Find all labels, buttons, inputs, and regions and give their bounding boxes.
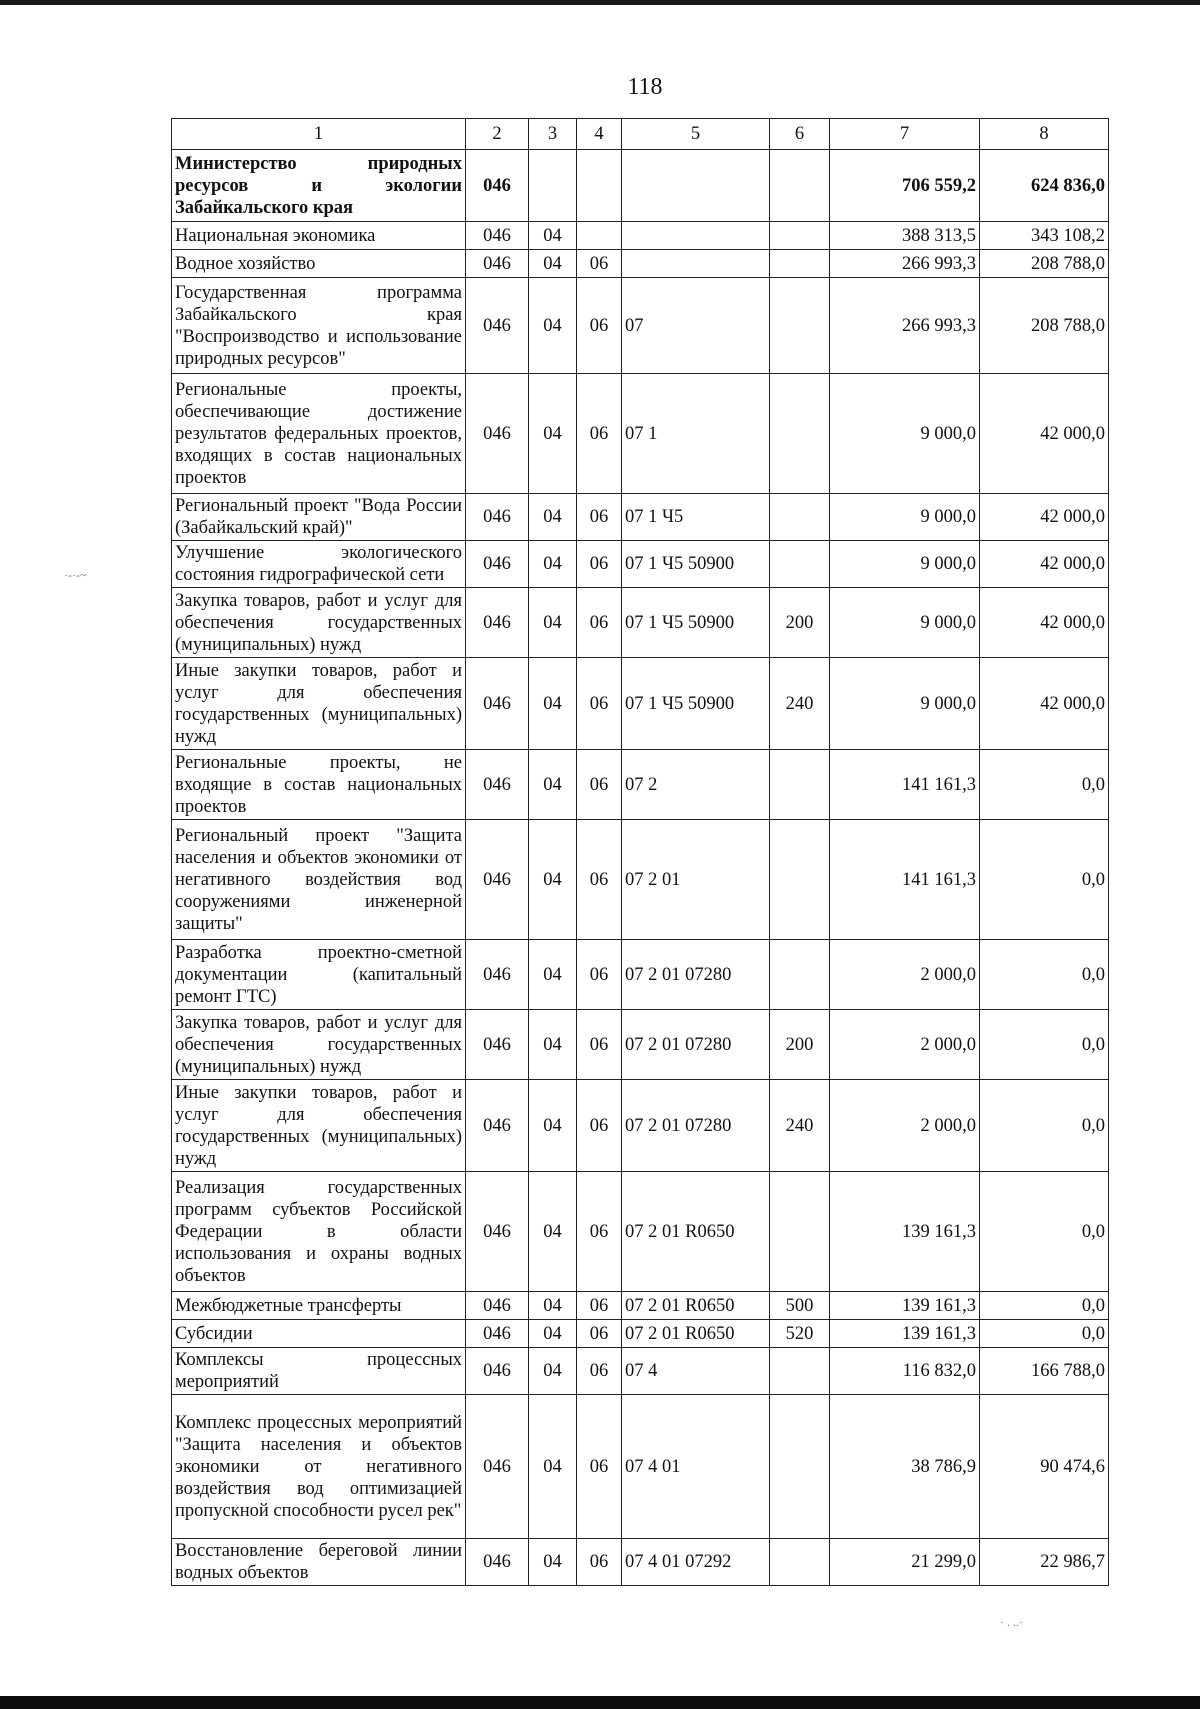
table-row (172, 1010, 1109, 1080)
amount-col8: 166 788,0 (980, 1348, 1109, 1395)
code-expense-type: 500 (770, 1292, 830, 1320)
code-target-article: 07 2 01 R0650 (622, 1172, 770, 1292)
col-header: 6 (770, 119, 830, 150)
row-name: Разработка проектно-сметной документации (капитальный ремонт ГТС) (172, 940, 466, 1010)
amount-col8: 22 986,7 (980, 1539, 1109, 1586)
page-number: 118 (627, 74, 663, 100)
amount-col7: 706 559,2 (830, 150, 980, 222)
code-section: 04 (529, 1348, 577, 1395)
amount-col7: 266 993,3 (830, 278, 980, 374)
code-expense-type (770, 1348, 830, 1395)
code-expense-type (770, 150, 830, 222)
table-row (172, 750, 1109, 820)
code-subsection (577, 222, 622, 250)
row-name: Государственная программа Забайкальского края "Воспроизводство и использование природных ресурсов" (172, 278, 466, 374)
row-name: Закупка товаров, работ и услуг для обеспечения государственных (муниципальных) нужд (172, 1010, 466, 1080)
code-subsection: 06 (577, 1010, 622, 1080)
table-row (172, 940, 1109, 1010)
code-section: 04 (529, 750, 577, 820)
amount-col7: 139 161,3 (830, 1172, 980, 1292)
code-expense-type (770, 374, 830, 494)
row-name: Комплексы процессных мероприятий (172, 1348, 466, 1395)
code-ministry: 046 (466, 278, 529, 374)
code-subsection: 06 (577, 494, 622, 541)
amount-col7: 139 161,3 (830, 1320, 980, 1348)
col-header: 3 (529, 119, 577, 150)
amount-col8: 624 836,0 (980, 150, 1109, 222)
amount-col7: 141 161,3 (830, 750, 980, 820)
amount-col7: 9 000,0 (830, 374, 980, 494)
amount-col8: 0,0 (980, 820, 1109, 940)
code-section: 04 (529, 820, 577, 940)
code-section: 04 (529, 1539, 577, 1586)
code-expense-type (770, 940, 830, 1010)
code-expense-type: 520 (770, 1320, 830, 1348)
code-target-article (622, 222, 770, 250)
code-expense-type: 200 (770, 588, 830, 658)
col-header: 2 (466, 119, 529, 150)
amount-col7: 9 000,0 (830, 494, 980, 541)
code-ministry: 046 (466, 750, 529, 820)
amount-col8: 42 000,0 (980, 658, 1109, 750)
code-target-article: 07 2 (622, 750, 770, 820)
amount-col7: 2 000,0 (830, 940, 980, 1010)
row-name: Министерство природных ресурсов и экологии Забайкальского края (172, 150, 466, 222)
code-ministry: 046 (466, 250, 529, 278)
amount-col7: 141 161,3 (830, 820, 980, 940)
table-row (172, 1172, 1109, 1292)
code-subsection (577, 150, 622, 222)
code-subsection: 06 (577, 541, 622, 588)
row-name: Субсидии (172, 1320, 466, 1348)
row-name: Закупка товаров, работ и услуг для обеспечения государственных (муниципальных) нужд (172, 588, 466, 658)
amount-col7: 2 000,0 (830, 1080, 980, 1172)
table-row (172, 1320, 1109, 1348)
amount-col7: 38 786,9 (830, 1395, 980, 1539)
code-expense-type (770, 278, 830, 374)
code-ministry: 046 (466, 1395, 529, 1539)
code-section: 04 (529, 1292, 577, 1320)
amount-col8: 42 000,0 (980, 374, 1109, 494)
row-name: Комплекс процессных мероприятий "Защита населения и объектов экономики от негативного воздействия вод оптимизацией пропускной способности русел рек" (172, 1395, 466, 1539)
code-ministry: 046 (466, 820, 529, 940)
amount-col8: 208 788,0 (980, 278, 1109, 374)
code-expense-type (770, 1172, 830, 1292)
code-section: 04 (529, 1172, 577, 1292)
amount-col7: 116 832,0 (830, 1348, 980, 1395)
code-subsection: 06 (577, 1080, 622, 1172)
code-expense-type (770, 541, 830, 588)
code-target-article: 07 1 Ч5 (622, 494, 770, 541)
amount-col7: 266 993,3 (830, 250, 980, 278)
code-section: 04 (529, 1080, 577, 1172)
amount-col7: 9 000,0 (830, 588, 980, 658)
col-header: 7 (830, 119, 980, 150)
code-expense-type (770, 750, 830, 820)
code-ministry: 046 (466, 1172, 529, 1292)
code-section: 04 (529, 494, 577, 541)
code-target-article: 07 2 01 07280 (622, 1010, 770, 1080)
code-expense-type: 240 (770, 1080, 830, 1172)
table-row (172, 1080, 1109, 1172)
table-row (172, 374, 1109, 494)
header-row (172, 119, 1109, 150)
code-target-article: 07 1 (622, 374, 770, 494)
code-subsection: 06 (577, 750, 622, 820)
table-row (172, 222, 1109, 250)
amount-col8: 42 000,0 (980, 541, 1109, 588)
table-row (172, 1348, 1109, 1395)
table-row (172, 250, 1109, 278)
code-target-article: 07 4 (622, 1348, 770, 1395)
row-name: Реализация государственных программ субъектов Российской Федерации в области использования и охраны водных объектов (172, 1172, 466, 1292)
code-ministry: 046 (466, 1539, 529, 1586)
code-subsection: 06 (577, 940, 622, 1010)
row-name: Восстановление береговой линии водных объектов (172, 1539, 466, 1586)
code-target-article: 07 (622, 278, 770, 374)
table-row (172, 588, 1109, 658)
scan-bottom-border (0, 1696, 1200, 1709)
code-ministry: 046 (466, 1292, 529, 1320)
code-section: 04 (529, 374, 577, 494)
code-target-article (622, 250, 770, 278)
amount-col8: 42 000,0 (980, 588, 1109, 658)
amount-col8: 0,0 (980, 1010, 1109, 1080)
code-section: 04 (529, 1320, 577, 1348)
code-ministry: 046 (466, 1348, 529, 1395)
table-row (172, 541, 1109, 588)
code-section: 04 (529, 278, 577, 374)
col-header: 1 (172, 119, 466, 150)
code-target-article: 07 2 01 07280 (622, 940, 770, 1010)
row-name: Иные закупки товаров, работ и услуг для обеспечения государственных (муниципальных) нужд (172, 1080, 466, 1172)
code-expense-type (770, 1539, 830, 1586)
row-name: Региональные проекты, обеспечивающие достижение результатов федеральных проектов, входящих в состав национальных проектов (172, 374, 466, 494)
amount-col7: 2 000,0 (830, 1010, 980, 1080)
code-target-article: 07 2 01 (622, 820, 770, 940)
amount-col8: 90 474,6 (980, 1395, 1109, 1539)
amount-col8: 0,0 (980, 1320, 1109, 1348)
code-expense-type: 240 (770, 658, 830, 750)
code-ministry: 046 (466, 374, 529, 494)
amount-col8: 0,0 (980, 750, 1109, 820)
code-ministry: 046 (466, 658, 529, 750)
code-target-article: 07 4 01 07292 (622, 1539, 770, 1586)
code-section: 04 (529, 658, 577, 750)
budget-table (171, 118, 1109, 1586)
table-row (172, 494, 1109, 541)
code-expense-type (770, 1395, 830, 1539)
row-name: Иные закупки товаров, работ и услуг для обеспечения государственных (муниципальных) нужд (172, 658, 466, 750)
row-name: Межбюджетные трансферты (172, 1292, 466, 1320)
scan-speck: · . ..· (1000, 1615, 1023, 1629)
col-header: 5 (622, 119, 770, 150)
code-target-article: 07 2 01 07280 (622, 1080, 770, 1172)
code-section: 04 (529, 1395, 577, 1539)
table-row (172, 1292, 1109, 1320)
code-expense-type (770, 820, 830, 940)
code-subsection: 06 (577, 1320, 622, 1348)
code-section: 04 (529, 250, 577, 278)
scan-speck: ·-·-~ (64, 568, 87, 582)
code-subsection: 06 (577, 278, 622, 374)
amount-col8: 0,0 (980, 1172, 1109, 1292)
row-name: Региональный проект "Защита населения и объектов экономики от негативного воздействия вод сооружениями инженерной защиты" (172, 820, 466, 940)
row-name: Региональные проекты, не входящие в состав национальных проектов (172, 750, 466, 820)
code-subsection: 06 (577, 820, 622, 940)
col-header: 4 (577, 119, 622, 150)
amount-col7: 21 299,0 (830, 1539, 980, 1586)
code-ministry: 046 (466, 1080, 529, 1172)
code-ministry: 046 (466, 150, 529, 222)
amount-col8: 0,0 (980, 940, 1109, 1010)
code-target-article (622, 150, 770, 222)
amount-col8: 0,0 (980, 1080, 1109, 1172)
amount-col8: 42 000,0 (980, 494, 1109, 541)
code-section: 04 (529, 541, 577, 588)
code-target-article: 07 2 01 R0650 (622, 1292, 770, 1320)
code-section: 04 (529, 588, 577, 658)
table-row (172, 150, 1109, 222)
code-section (529, 150, 577, 222)
code-ministry: 046 (466, 494, 529, 541)
code-expense-type (770, 222, 830, 250)
code-ministry: 046 (466, 588, 529, 658)
code-target-article: 07 1 Ч5 50900 (622, 588, 770, 658)
scan-top-border (0, 0, 1200, 5)
code-ministry: 046 (466, 940, 529, 1010)
code-target-article: 07 1 Ч5 50900 (622, 541, 770, 588)
code-ministry: 046 (466, 1320, 529, 1348)
table-row (172, 1539, 1109, 1586)
code-subsection: 06 (577, 250, 622, 278)
row-name: Улучшение экологического состояния гидрографической сети (172, 541, 466, 588)
code-expense-type: 200 (770, 1010, 830, 1080)
amount-col7: 9 000,0 (830, 658, 980, 750)
code-subsection: 06 (577, 1292, 622, 1320)
col-header: 8 (980, 119, 1109, 150)
code-ministry: 046 (466, 1010, 529, 1080)
code-section: 04 (529, 222, 577, 250)
code-section: 04 (529, 940, 577, 1010)
code-ministry: 046 (466, 222, 529, 250)
code-subsection: 06 (577, 1395, 622, 1539)
code-target-article: 07 1 Ч5 50900 (622, 658, 770, 750)
amount-col8: 208 788,0 (980, 250, 1109, 278)
table-row (172, 658, 1109, 750)
amount-col7: 388 313,5 (830, 222, 980, 250)
table-row (172, 278, 1109, 374)
code-target-article: 07 2 01 R0650 (622, 1320, 770, 1348)
row-name: Водное хозяйство (172, 250, 466, 278)
code-target-article: 07 4 01 (622, 1395, 770, 1539)
amount-col8: 343 108,2 (980, 222, 1109, 250)
code-subsection: 06 (577, 1172, 622, 1292)
code-subsection: 06 (577, 1348, 622, 1395)
code-subsection: 06 (577, 658, 622, 750)
amount-col7: 9 000,0 (830, 541, 980, 588)
row-name: Региональный проект "Вода России (Забайкальский край)" (172, 494, 466, 541)
code-subsection: 06 (577, 374, 622, 494)
row-name: Национальная экономика (172, 222, 466, 250)
code-subsection: 06 (577, 588, 622, 658)
code-expense-type (770, 250, 830, 278)
code-ministry: 046 (466, 541, 529, 588)
code-expense-type (770, 494, 830, 541)
table-row (172, 820, 1109, 940)
amount-col8: 0,0 (980, 1292, 1109, 1320)
amount-col7: 139 161,3 (830, 1292, 980, 1320)
table-row (172, 1395, 1109, 1539)
code-subsection: 06 (577, 1539, 622, 1586)
code-section: 04 (529, 1010, 577, 1080)
